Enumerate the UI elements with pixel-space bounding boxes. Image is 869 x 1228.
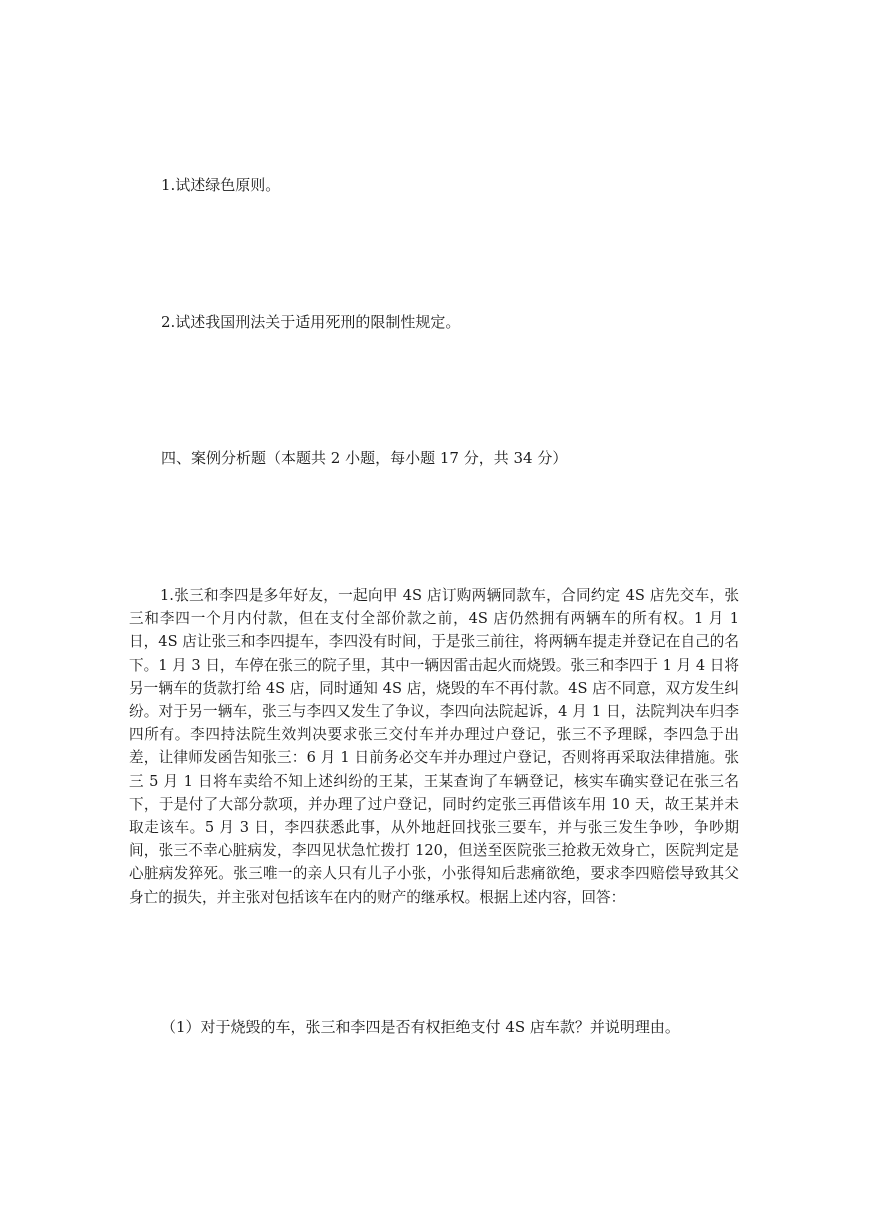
- case-1-subquestion-1: （1）对于烧毁的车，张三和李四是否有权拒绝支付 4S 店车款？并说明理由。: [161, 1018, 680, 1036]
- section-4-heading: 四、案例分析题（本题共 2 小题，每小题 17 分，共 34 分）: [161, 449, 568, 467]
- question-1: 1.试述绿色原则。: [161, 176, 281, 194]
- question-2: 2.试述我国刑法关于适用死刑的限制性规定。: [161, 313, 461, 331]
- case-1-paragraph: 1.张三和李四是多年好友，一起向甲 4S 店订购两辆同款车，合同约定 4S 店先交车，张三和李四一个月内付款，但在支付全部价款之前，4S 店仍然拥有两辆车的所有权。1 月 1 日，4S 店让张三和李四提车，李四没有时间，于是张三前往，将两辆车提走并登记在自己的名下。1 月 3 日，车停在张三的院子里，其中一辆因雷击起火而烧毁。张三和李四于 1 月 4 日将另一辆车的货款打给 4S 店，同时通知 4S 店，烧毁的车不再付款。4S 店不同意，双方发生纠纷。对于另一辆车，张三与李四又发生了争议，李四向法院起诉，4 月 1 日，法院判决车归李四所有。李四持法院生效判决要求张三交付车并办理过户登记，张三不予理睬，李四急于出差，让律师发函告知张三：6 月 1 日前务必交车并办理过户登记，否则将再采取法律措施。张三 5 月 1 日将车卖给不知上述纠纷的王某，王某查询了车辆登记，核实车确实登记在张三名下，于是付了大部分款项，并办理了过户登记，同时约定张三再借该车用 10 天，故王某并未取走该车。5 月 3 日，李四获悉此事，从外地赶回找张三要车，并与张三发生争吵，争吵期间，张三不幸心脏病发，李四见状急忙拨打 120，但送至医院张三抢救无效身亡，医院判定是心脏病发猝死。张三唯一的亲人只有儿子小张，小张得知后悲痛欲绝，要求李四赔偿导致其父身亡的损失，并主张对包括该车在内的财产的继承权。根据上述内容，回答：: [129, 587, 739, 906]
